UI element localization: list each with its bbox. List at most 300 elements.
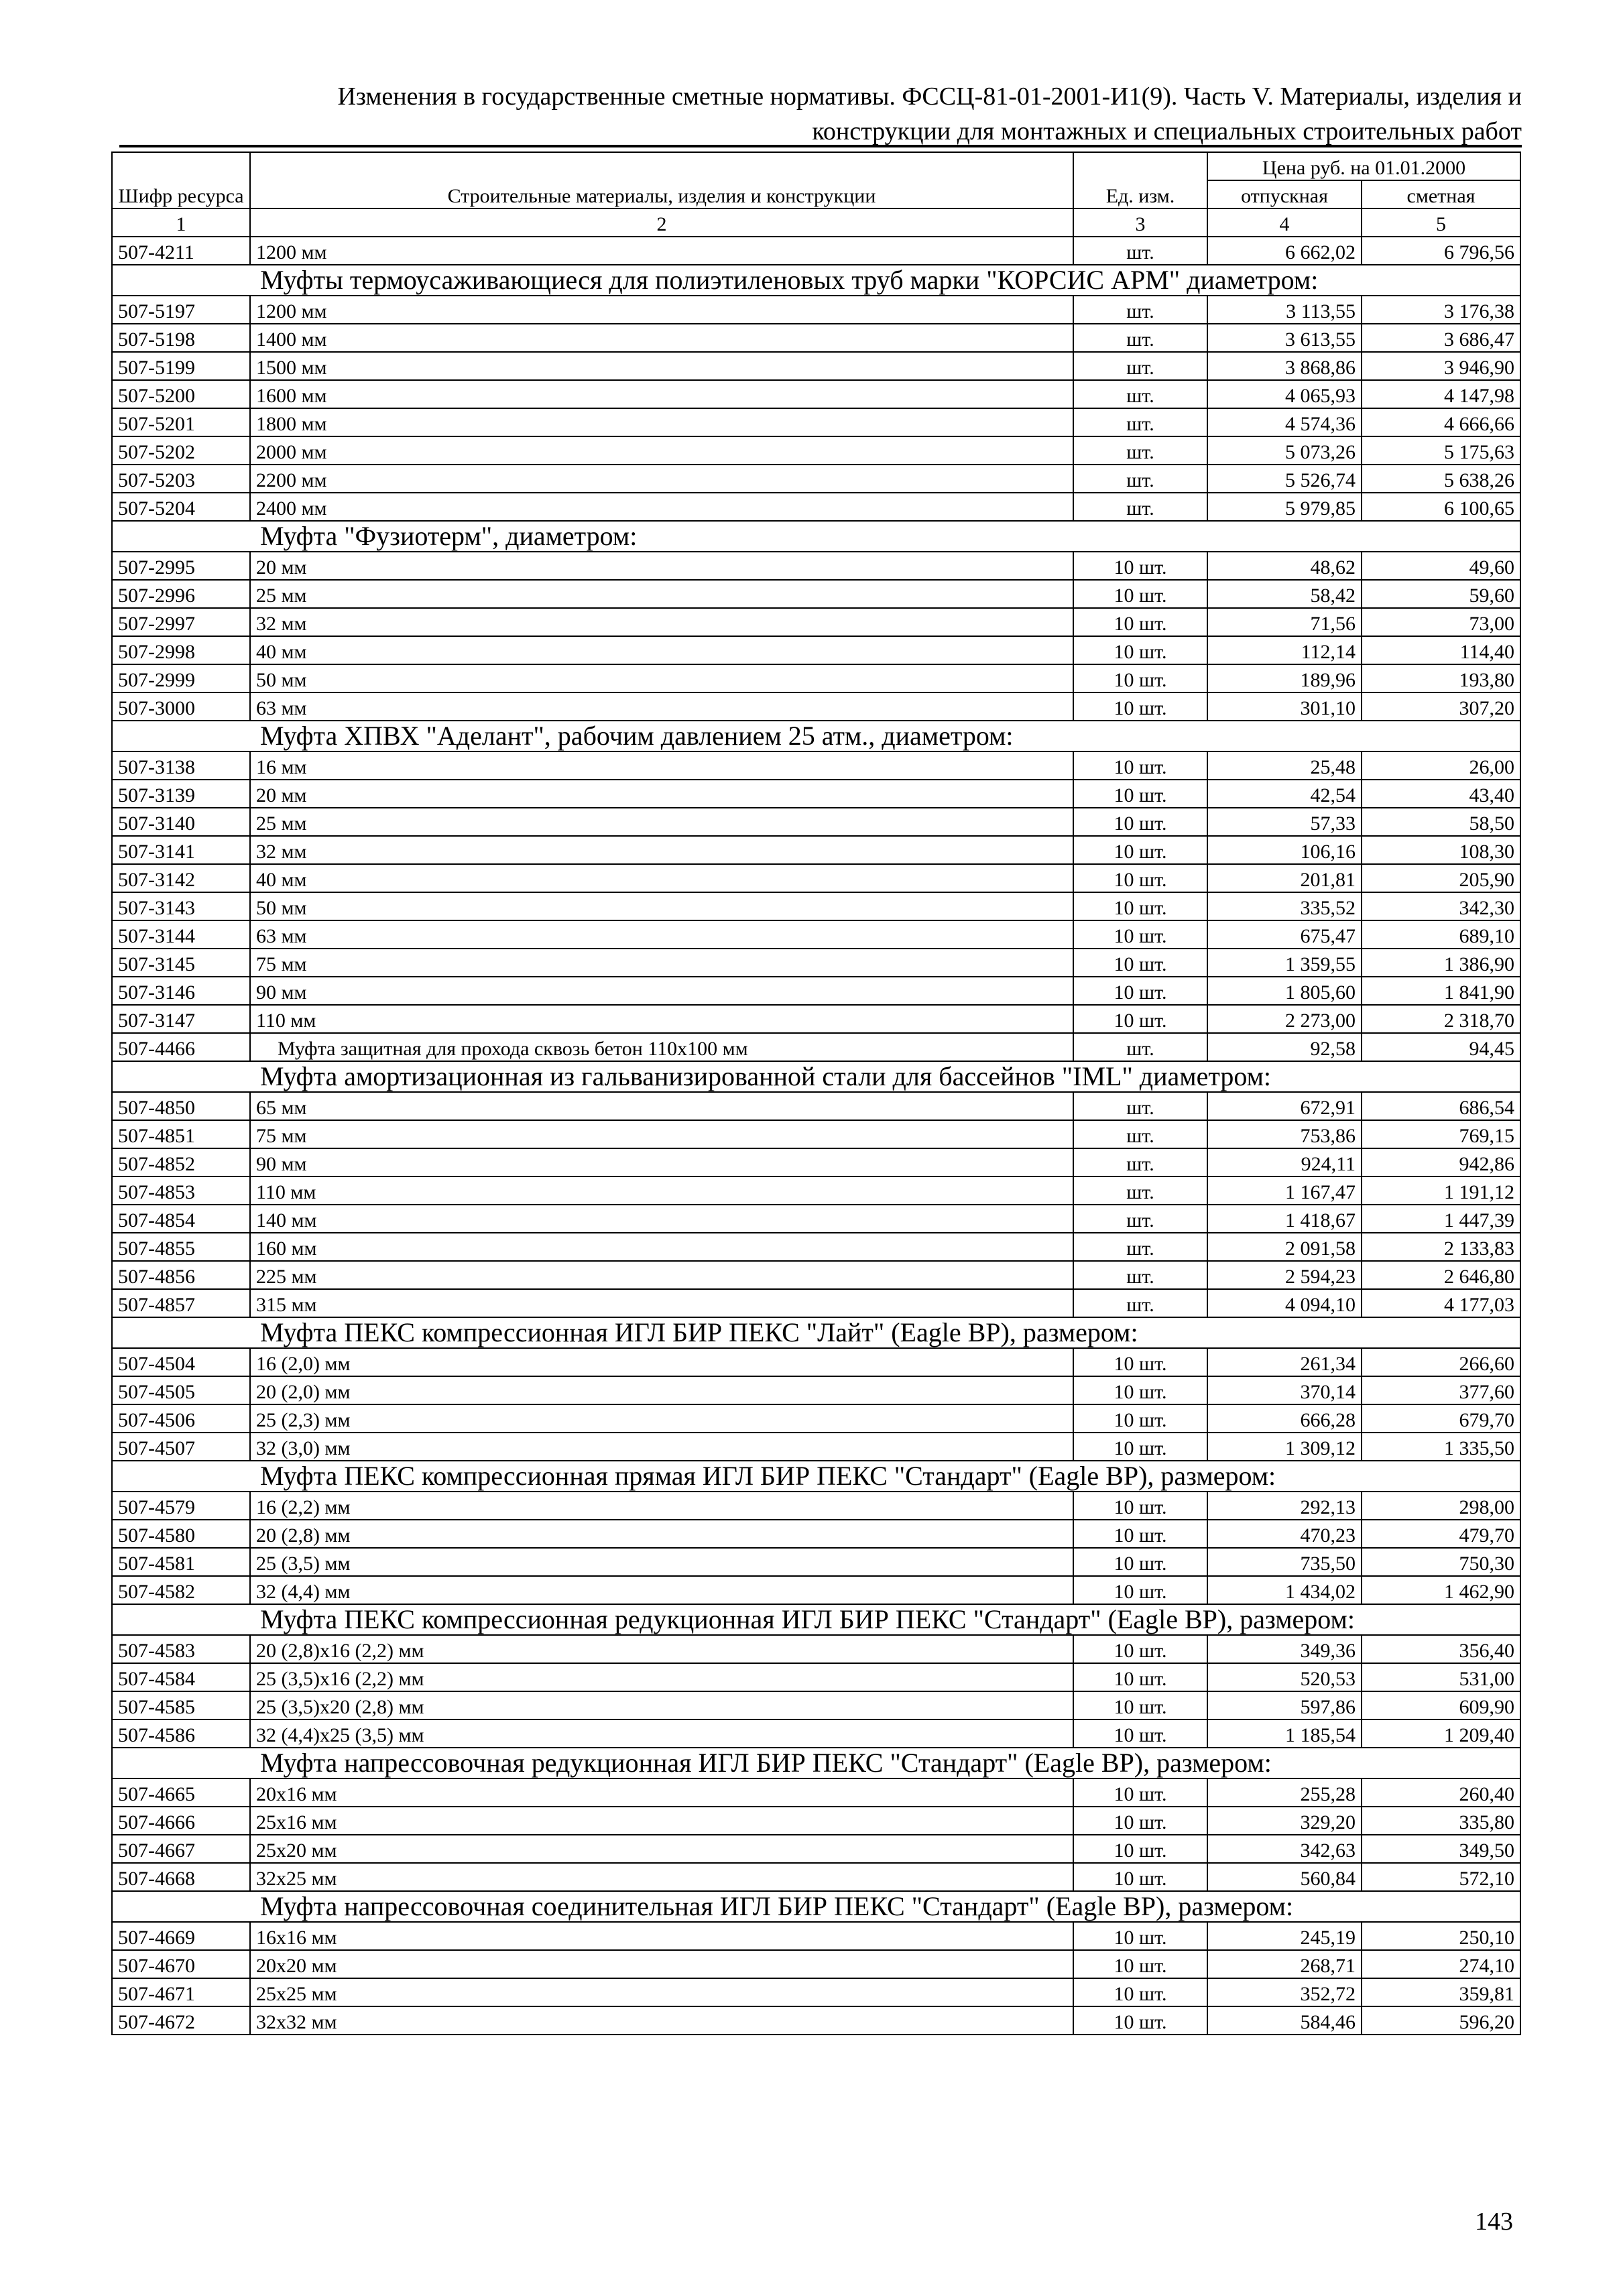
table-row (112, 751, 1520, 780)
price-estimate: 2 318,70 (1362, 1005, 1520, 1033)
price-release: 42,54 (1207, 780, 1362, 808)
group-heading-row (112, 1748, 1520, 1778)
group-heading: Муфта ПЕКС компрессионная ИГЛ БИР ПЕКС "Лайт" (Eagle BP), размером: (112, 1317, 1520, 1348)
price-release: 342,63 (1207, 1835, 1362, 1863)
table-row (112, 1719, 1520, 1748)
table-row (112, 1176, 1520, 1205)
price-estimate: 274,10 (1362, 1950, 1520, 1978)
unit-cell: 10 шт. (1073, 864, 1207, 892)
resource-name: 25 (2,3) мм (250, 1404, 1073, 1433)
resource-name: 16 (2,0) мм (250, 1348, 1073, 1376)
header-line-2: конструкции для монтажных и специальных строительных работ (812, 117, 1522, 145)
unit-cell: 10 шт. (1073, 892, 1207, 920)
unit-cell: 10 шт. (1073, 1635, 1207, 1663)
resource-name: 110 мм (250, 1176, 1073, 1205)
price-release: 672,91 (1207, 1092, 1362, 1120)
price-estimate: 26,00 (1362, 751, 1520, 780)
unit-cell: 10 шт. (1073, 1433, 1207, 1461)
price-release: 5 073,26 (1207, 436, 1362, 465)
resource-code: 507-4211 (112, 237, 250, 265)
unit-cell: 10 шт. (1073, 751, 1207, 780)
price-estimate: 5 175,63 (1362, 436, 1520, 465)
table-row (112, 1404, 1520, 1433)
price-estimate: 4 147,98 (1362, 380, 1520, 408)
resource-name: 20 мм (250, 780, 1073, 808)
resource-code: 507-3146 (112, 977, 250, 1005)
resource-name: 65 мм (250, 1092, 1073, 1120)
price-estimate: 3 176,38 (1362, 296, 1520, 324)
table-row (112, 608, 1520, 636)
unit-cell: 10 шт. (1073, 1691, 1207, 1719)
unit-cell: шт. (1073, 1176, 1207, 1205)
resource-code: 507-4668 (112, 1863, 250, 1891)
price-estimate: 3 686,47 (1362, 324, 1520, 352)
table-row (112, 1807, 1520, 1835)
table-row (112, 664, 1520, 692)
unit-cell: 10 шт. (1073, 552, 1207, 580)
price-table (111, 152, 1521, 2035)
col-number: 4 (1207, 208, 1362, 237)
resource-code: 507-4584 (112, 1663, 250, 1691)
resource-code: 507-4670 (112, 1950, 250, 1978)
resource-name: 2000 мм (250, 436, 1073, 465)
resource-code: 507-4857 (112, 1289, 250, 1317)
table-row (112, 1433, 1520, 1461)
resource-name: Муфта защитная для прохода сквозь бетон 110х100 мм (250, 1033, 1073, 1061)
price-release: 1 167,47 (1207, 1176, 1362, 1205)
group-heading-row (112, 1061, 1520, 1092)
resource-code: 507-3143 (112, 892, 250, 920)
col-number: 5 (1362, 208, 1520, 237)
group-heading-row (112, 265, 1520, 296)
price-release: 675,47 (1207, 920, 1362, 949)
table-row (112, 408, 1520, 436)
price-release: 261,34 (1207, 1348, 1362, 1376)
price-estimate: 1 386,90 (1362, 949, 1520, 977)
price-estimate: 205,90 (1362, 864, 1520, 892)
price-release: 92,58 (1207, 1033, 1362, 1061)
resource-code: 507-4672 (112, 2006, 250, 2035)
table-row (112, 493, 1520, 521)
resource-code: 507-2997 (112, 608, 250, 636)
resource-code: 507-4579 (112, 1492, 250, 1520)
resource-name: 63 мм (250, 920, 1073, 949)
unit-cell: 10 шт. (1073, 1778, 1207, 1807)
price-release: 735,50 (1207, 1548, 1362, 1576)
price-estimate: 5 638,26 (1362, 465, 1520, 493)
resource-name: 25х20 мм (250, 1835, 1073, 1863)
unit-cell: 10 шт. (1073, 949, 1207, 977)
price-estimate: 59,60 (1362, 580, 1520, 608)
resource-code: 507-4671 (112, 1978, 250, 2006)
resource-code: 507-4466 (112, 1033, 250, 1061)
table-row (112, 1691, 1520, 1719)
price-release: 58,42 (1207, 580, 1362, 608)
table-row (112, 808, 1520, 836)
table-row (112, 1492, 1520, 1520)
resource-code: 507-4586 (112, 1719, 250, 1748)
price-release: 4 065,93 (1207, 380, 1362, 408)
resource-code: 507-2998 (112, 636, 250, 664)
resource-name: 25х25 мм (250, 1978, 1073, 2006)
resource-name: 1800 мм (250, 408, 1073, 436)
group-heading-row (112, 521, 1520, 552)
price-estimate: 349,50 (1362, 1835, 1520, 1863)
resource-code: 507-3141 (112, 836, 250, 864)
resource-code: 507-4585 (112, 1691, 250, 1719)
unit-cell: шт. (1073, 237, 1207, 265)
resource-name: 32х32 мм (250, 2006, 1073, 2035)
price-release: 5 526,74 (1207, 465, 1362, 493)
unit-cell: 10 шт. (1073, 636, 1207, 664)
document-header (228, 79, 1522, 149)
group-heading: Муфта напрессовочная редукционная ИГЛ БИР ПЕКС "Стандарт" (Eagle BP), размером: (112, 1748, 1520, 1778)
price-estimate: 6 100,65 (1362, 493, 1520, 521)
resource-code: 507-3144 (112, 920, 250, 949)
resource-name: 75 мм (250, 1120, 1073, 1148)
price-estimate: 4 666,66 (1362, 408, 1520, 436)
price-estimate: 342,30 (1362, 892, 1520, 920)
price-release: 753,86 (1207, 1120, 1362, 1148)
price-release: 301,10 (1207, 692, 1362, 721)
resource-code: 507-4505 (112, 1376, 250, 1404)
group-heading-row (112, 1461, 1520, 1492)
price-release: 255,28 (1207, 1778, 1362, 1807)
unit-cell: 10 шт. (1073, 1950, 1207, 1978)
col-header-code: Шифр ресурса (112, 152, 250, 208)
col-number: 1 (112, 208, 250, 237)
group-heading: Муфта ПЕКС компрессионная редукционная ИГЛ БИР ПЕКС "Стандарт" (Eagle BP), размером: (112, 1604, 1520, 1635)
price-estimate: 108,30 (1362, 836, 1520, 864)
resource-name: 32 (3,0) мм (250, 1433, 1073, 1461)
price-release: 4 094,10 (1207, 1289, 1362, 1317)
price-estimate: 250,10 (1362, 1922, 1520, 1950)
col-header-price-estimate: сметная (1362, 180, 1520, 208)
price-release: 6 662,02 (1207, 237, 1362, 265)
group-heading-row (112, 1891, 1520, 1922)
price-release: 268,71 (1207, 1950, 1362, 1978)
unit-cell: шт. (1073, 352, 1207, 380)
resource-code: 507-4666 (112, 1807, 250, 1835)
table-row (112, 949, 1520, 977)
resource-name: 32 мм (250, 836, 1073, 864)
col-header-unit: Ед. изм. (1073, 152, 1207, 208)
price-release: 1 418,67 (1207, 1205, 1362, 1233)
price-estimate: 335,80 (1362, 1807, 1520, 1835)
table-row (112, 1092, 1520, 1120)
unit-cell: шт. (1073, 1261, 1207, 1289)
unit-cell: шт. (1073, 408, 1207, 436)
resource-code: 507-5198 (112, 324, 250, 352)
resource-name: 20х16 мм (250, 1778, 1073, 1807)
resource-name: 1400 мм (250, 324, 1073, 352)
unit-cell: шт. (1073, 1233, 1207, 1261)
resource-code: 507-4504 (112, 1348, 250, 1376)
resource-name: 16х16 мм (250, 1922, 1073, 1950)
table-row (112, 1635, 1520, 1663)
price-estimate: 193,80 (1362, 664, 1520, 692)
resource-name: 16 мм (250, 751, 1073, 780)
resource-name: 25х16 мм (250, 1807, 1073, 1835)
unit-cell: шт. (1073, 1092, 1207, 1120)
price-estimate: 596,20 (1362, 2006, 1520, 2035)
table-row (112, 1520, 1520, 1548)
resource-name: 25 (3,5) мм (250, 1548, 1073, 1576)
price-estimate: 73,00 (1362, 608, 1520, 636)
resource-code: 507-5203 (112, 465, 250, 493)
resource-name: 20х20 мм (250, 1950, 1073, 1978)
unit-cell: 10 шт. (1073, 1978, 1207, 2006)
price-estimate: 298,00 (1362, 1492, 1520, 1520)
table-row (112, 1376, 1520, 1404)
price-estimate: 686,54 (1362, 1092, 1520, 1120)
resource-name: 1200 мм (250, 237, 1073, 265)
group-heading: Муфты термоусаживающиеся для полиэтиленовых труб марки "КОРСИС АРМ" диаметром: (112, 265, 1520, 296)
resource-code: 507-4583 (112, 1635, 250, 1663)
unit-cell: 10 шт. (1073, 920, 1207, 949)
price-release: 1 309,12 (1207, 1433, 1362, 1461)
resource-name: 1600 мм (250, 380, 1073, 408)
resource-name: 20 (2,8)х16 (2,2) мм (250, 1635, 1073, 1663)
group-heading-row (112, 1604, 1520, 1635)
price-release: 112,14 (1207, 636, 1362, 664)
resource-code: 507-4853 (112, 1176, 250, 1205)
unit-cell: 10 шт. (1073, 780, 1207, 808)
resource-code: 507-4851 (112, 1120, 250, 1148)
price-release: 2 273,00 (1207, 1005, 1362, 1033)
table-row (112, 296, 1520, 324)
price-release: 335,52 (1207, 892, 1362, 920)
resource-name: 50 мм (250, 892, 1073, 920)
resource-name: 25 мм (250, 580, 1073, 608)
price-release: 2 594,23 (1207, 1261, 1362, 1289)
price-estimate: 377,60 (1362, 1376, 1520, 1404)
resource-name: 315 мм (250, 1289, 1073, 1317)
unit-cell: 10 шт. (1073, 1835, 1207, 1863)
resource-code: 507-4667 (112, 1835, 250, 1863)
unit-cell: 10 шт. (1073, 664, 1207, 692)
price-release: 5 979,85 (1207, 493, 1362, 521)
resource-code: 507-3000 (112, 692, 250, 721)
unit-cell: 10 шт. (1073, 1404, 1207, 1433)
unit-cell: 10 шт. (1073, 1922, 1207, 1950)
price-release: 2 091,58 (1207, 1233, 1362, 1261)
resource-code: 507-4669 (112, 1922, 250, 1950)
price-release: 1 434,02 (1207, 1576, 1362, 1604)
table-row (112, 1289, 1520, 1317)
price-release: 597,86 (1207, 1691, 1362, 1719)
price-estimate: 1 447,39 (1362, 1205, 1520, 1233)
unit-cell: 10 шт. (1073, 1807, 1207, 1835)
unit-cell: 10 шт. (1073, 1548, 1207, 1576)
table-row (112, 780, 1520, 808)
table-row (112, 977, 1520, 1005)
resource-name: 20 (2,0) мм (250, 1376, 1073, 1404)
table-row (112, 1548, 1520, 1576)
price-estimate: 942,86 (1362, 1148, 1520, 1176)
table-row (112, 436, 1520, 465)
table-row (112, 920, 1520, 949)
price-estimate: 531,00 (1362, 1663, 1520, 1691)
price-release: 25,48 (1207, 751, 1362, 780)
table-row (112, 1778, 1520, 1807)
unit-cell: 10 шт. (1073, 580, 1207, 608)
resource-code: 507-3140 (112, 808, 250, 836)
price-estimate: 2 646,80 (1362, 1261, 1520, 1289)
price-release: 329,20 (1207, 1807, 1362, 1835)
table-row (112, 1205, 1520, 1233)
table-row (112, 1950, 1520, 1978)
col-number: 2 (250, 208, 1073, 237)
resource-name: 25 (3,5)х16 (2,2) мм (250, 1663, 1073, 1691)
unit-cell: шт. (1073, 1289, 1207, 1317)
table-row (112, 892, 1520, 920)
resource-code: 507-4852 (112, 1148, 250, 1176)
group-heading: Муфта амортизационная из гальванизированной стали для бассейнов "IML" диаметром: (112, 1061, 1520, 1092)
resource-name: 32 (4,4) мм (250, 1576, 1073, 1604)
table-row (112, 1922, 1520, 1950)
price-release: 370,14 (1207, 1376, 1362, 1404)
resource-name: 40 мм (250, 636, 1073, 664)
resource-code: 507-5200 (112, 380, 250, 408)
price-release: 470,23 (1207, 1520, 1362, 1548)
price-estimate: 359,81 (1362, 1978, 1520, 2006)
price-estimate: 3 946,90 (1362, 352, 1520, 380)
price-estimate: 114,40 (1362, 636, 1520, 664)
resource-code: 507-3145 (112, 949, 250, 977)
group-heading: Муфта ПЕКС компрессионная прямая ИГЛ БИР ПЕКС "Стандарт" (Eagle BP), размером: (112, 1461, 1520, 1492)
resource-code: 507-2999 (112, 664, 250, 692)
group-heading-row (112, 721, 1520, 751)
header-rule (119, 145, 1522, 147)
unit-cell: шт. (1073, 493, 1207, 521)
unit-cell: шт. (1073, 436, 1207, 465)
unit-cell: 10 шт. (1073, 1863, 1207, 1891)
price-estimate: 1 191,12 (1362, 1176, 1520, 1205)
group-heading-row (112, 1317, 1520, 1348)
table-row (112, 1033, 1520, 1061)
price-release: 292,13 (1207, 1492, 1362, 1520)
resource-name: 140 мм (250, 1205, 1073, 1233)
price-estimate: 1 841,90 (1362, 977, 1520, 1005)
price-estimate: 769,15 (1362, 1120, 1520, 1148)
resource-name: 63 мм (250, 692, 1073, 721)
resource-code: 507-4581 (112, 1548, 250, 1576)
col-header-name: Строительные материалы, изделия и конструкции (250, 152, 1073, 208)
resource-code: 507-3139 (112, 780, 250, 808)
price-estimate: 260,40 (1362, 1778, 1520, 1807)
table-row (112, 1863, 1520, 1891)
resource-code: 507-5204 (112, 493, 250, 521)
unit-cell: 10 шт. (1073, 1663, 1207, 1691)
group-heading: Муфта ХПВХ "Аделант", рабочим давлением 25 атм., диаметром: (112, 721, 1520, 751)
price-release: 1 185,54 (1207, 1719, 1362, 1748)
table-row (112, 324, 1520, 352)
unit-cell: 10 шт. (1073, 692, 1207, 721)
price-estimate: 49,60 (1362, 552, 1520, 580)
price-release: 201,81 (1207, 864, 1362, 892)
price-estimate: 479,70 (1362, 1520, 1520, 1548)
price-estimate: 679,70 (1362, 1404, 1520, 1433)
price-release: 189,96 (1207, 664, 1362, 692)
resource-name: 1200 мм (250, 296, 1073, 324)
table-row (112, 1120, 1520, 1148)
resource-code: 507-4507 (112, 1433, 250, 1461)
resource-name: 50 мм (250, 664, 1073, 692)
unit-cell: 10 шт. (1073, 1719, 1207, 1748)
resource-name: 32х25 мм (250, 1863, 1073, 1891)
unit-cell: шт. (1073, 1033, 1207, 1061)
unit-cell: шт. (1073, 1148, 1207, 1176)
unit-cell: 10 шт. (1073, 808, 1207, 836)
price-release: 3 113,55 (1207, 296, 1362, 324)
table-row (112, 864, 1520, 892)
unit-cell: шт. (1073, 1120, 1207, 1148)
resource-code: 507-5199 (112, 352, 250, 380)
resource-code: 507-4856 (112, 1261, 250, 1289)
resource-name: 90 мм (250, 1148, 1073, 1176)
resource-code: 507-2995 (112, 552, 250, 580)
col-number: 3 (1073, 208, 1207, 237)
col-header-price: Цена руб. на 01.01.2000 (1207, 152, 1520, 180)
price-estimate: 1 335,50 (1362, 1433, 1520, 1461)
price-release: 924,11 (1207, 1148, 1362, 1176)
resource-code: 507-5197 (112, 296, 250, 324)
price-estimate: 94,45 (1362, 1033, 1520, 1061)
table-row (112, 1005, 1520, 1033)
price-estimate: 572,10 (1362, 1863, 1520, 1891)
resource-name: 110 мм (250, 1005, 1073, 1033)
table-body (112, 237, 1520, 2035)
table-row (112, 580, 1520, 608)
unit-cell: 10 шт. (1073, 1576, 1207, 1604)
resource-code: 507-3142 (112, 864, 250, 892)
unit-cell: шт. (1073, 465, 1207, 493)
price-estimate: 1 209,40 (1362, 1719, 1520, 1748)
table-row (112, 237, 1520, 265)
header-line-1: Изменения в государственные сметные нормативы. ФССЦ-81-01-2001-И1(9). Часть V. Материалы, изделия и (337, 82, 1522, 111)
price-release: 48,62 (1207, 552, 1362, 580)
resource-name: 2200 мм (250, 465, 1073, 493)
resource-code: 507-4506 (112, 1404, 250, 1433)
price-release: 1 359,55 (1207, 949, 1362, 977)
price-release: 71,56 (1207, 608, 1362, 636)
price-estimate: 6 796,56 (1362, 237, 1520, 265)
resource-code: 507-4580 (112, 1520, 250, 1548)
resource-name: 20 мм (250, 552, 1073, 580)
unit-cell: 10 шт. (1073, 1005, 1207, 1033)
table-row (112, 1576, 1520, 1604)
unit-cell: 10 шт. (1073, 1376, 1207, 1404)
resource-code: 507-4582 (112, 1576, 250, 1604)
resource-name: 160 мм (250, 1233, 1073, 1261)
unit-cell: шт. (1073, 380, 1207, 408)
resource-name: 16 (2,2) мм (250, 1492, 1073, 1520)
resource-name: 40 мм (250, 864, 1073, 892)
unit-cell: шт. (1073, 1205, 1207, 1233)
resource-name: 75 мм (250, 949, 1073, 977)
table-row (112, 1663, 1520, 1691)
resource-code: 507-4665 (112, 1778, 250, 1807)
price-estimate: 43,40 (1362, 780, 1520, 808)
table-row (112, 836, 1520, 864)
resource-code: 507-5201 (112, 408, 250, 436)
table-row (112, 1835, 1520, 1863)
resource-name: 1500 мм (250, 352, 1073, 380)
price-estimate: 4 177,03 (1362, 1289, 1520, 1317)
table-row (112, 1148, 1520, 1176)
price-release: 3 868,86 (1207, 352, 1362, 380)
